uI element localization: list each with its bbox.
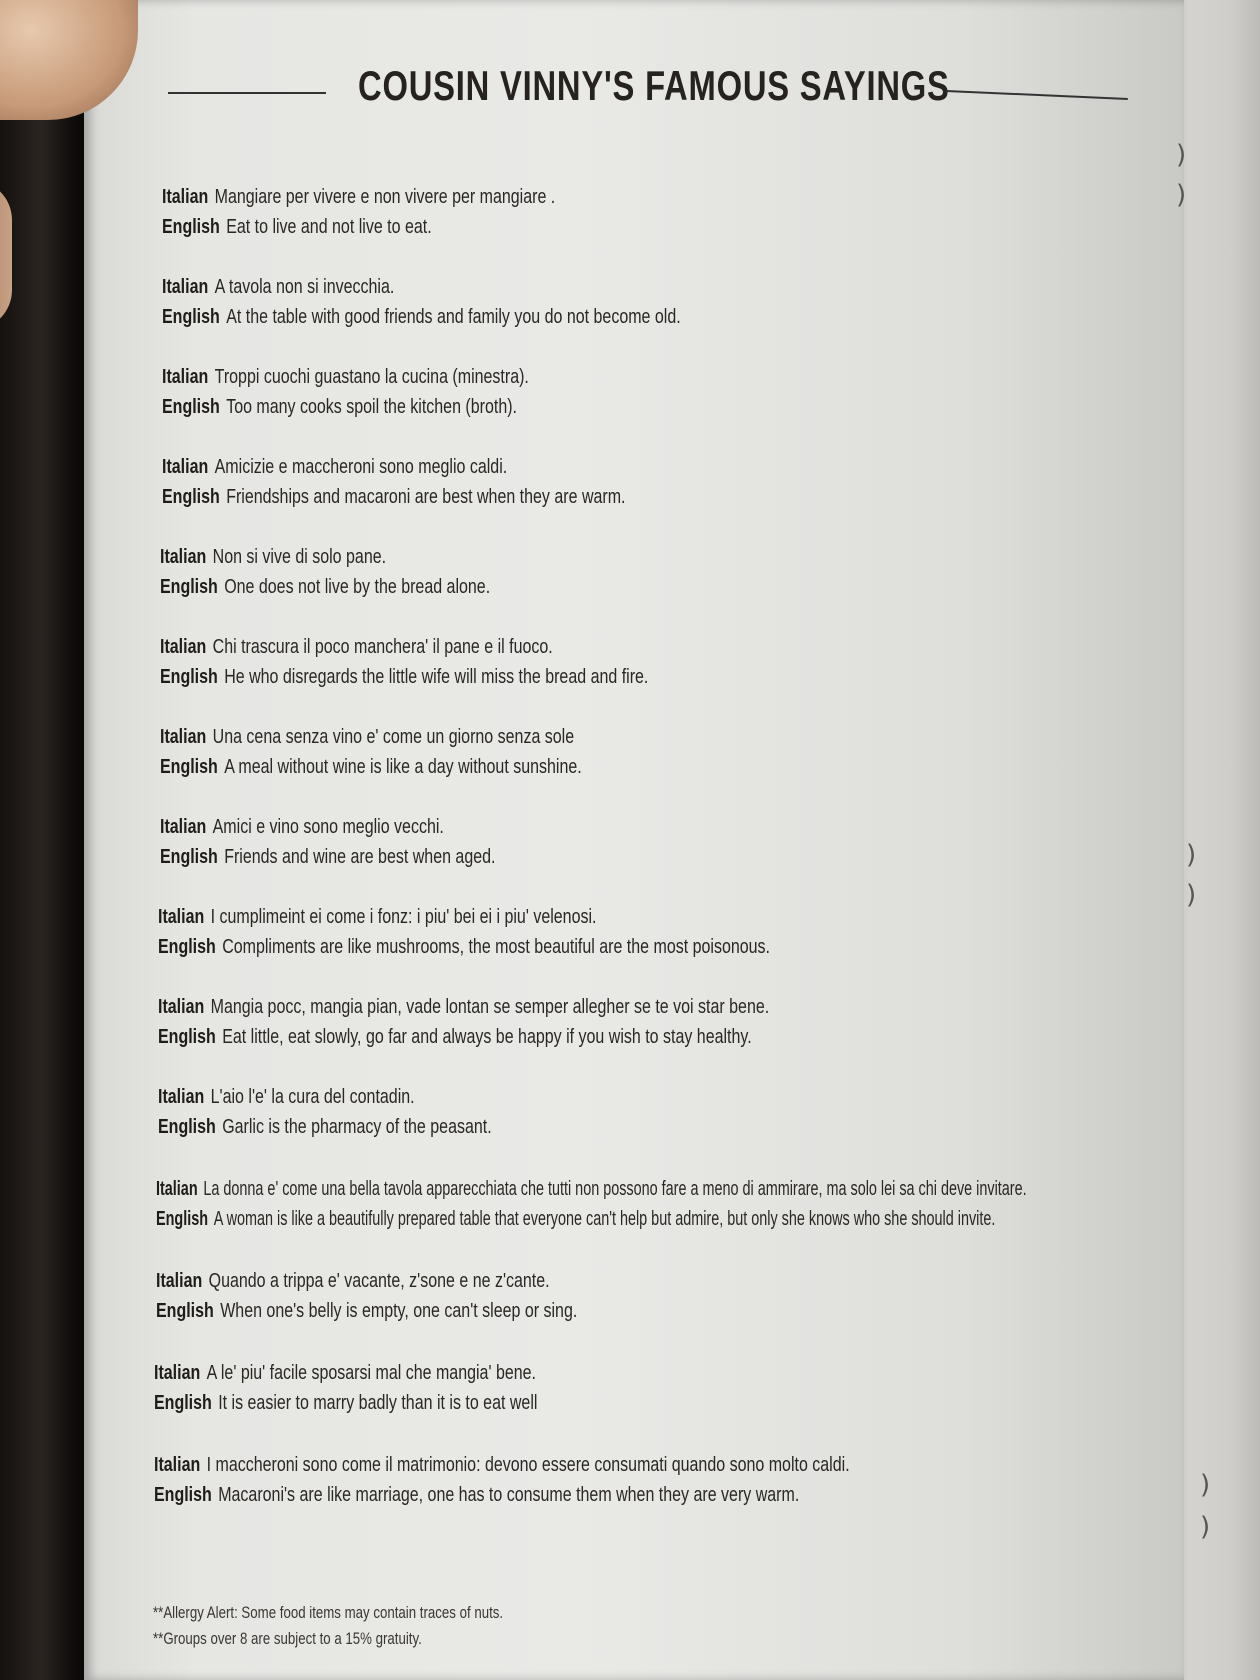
english-line xyxy=(158,932,942,962)
italian-label: Italian xyxy=(162,186,209,208)
binder-ring-icon: ) xyxy=(1200,1470,1211,1500)
english-line xyxy=(160,572,944,602)
english-line xyxy=(156,1204,996,1234)
english-text: Eat little, eat slowly, go far and always be happy if you wish to stay healthy. xyxy=(222,1026,752,1048)
footer-notes xyxy=(153,1600,602,1652)
english-text: Garlic is the pharmacy of the peasant. xyxy=(222,1116,492,1138)
english-label: English xyxy=(160,666,218,688)
italian-text: Mangia pocc, mangia pian, vade lontan se semper allegher se te voi star bene. xyxy=(210,996,770,1018)
italian-line xyxy=(162,182,946,212)
english-text: One does not live by the bread alone. xyxy=(224,576,491,598)
italian-line xyxy=(160,632,944,662)
menu-binder-edge xyxy=(0,0,92,1680)
english-label: English xyxy=(162,486,220,508)
english-text: Too many cooks spoil the kitchen (broth). xyxy=(226,396,517,418)
italian-text: A tavola non si invecchia. xyxy=(214,276,395,298)
binder-ring-icon: ) xyxy=(1186,880,1197,910)
italian-line xyxy=(162,452,946,482)
italian-label: Italian xyxy=(160,636,207,658)
english-line xyxy=(162,212,946,242)
saying-item xyxy=(158,1082,1138,1142)
english-label: English xyxy=(154,1484,212,1506)
italian-label: Italian xyxy=(154,1362,201,1384)
saying-item xyxy=(162,182,1142,242)
english-label: English xyxy=(158,1026,216,1048)
saying-item xyxy=(160,542,1140,602)
italian-line xyxy=(162,362,946,392)
saying-item xyxy=(162,362,1142,422)
binder-ring-icon: ) xyxy=(1200,1512,1211,1542)
italian-label: Italian xyxy=(154,1454,201,1476)
italian-label: Italian xyxy=(158,906,205,928)
italian-label: Italian xyxy=(162,276,209,298)
english-label: English xyxy=(156,1208,209,1230)
saying-item xyxy=(160,632,1140,692)
italian-line xyxy=(156,1266,940,1296)
italian-label: Italian xyxy=(156,1270,203,1292)
italian-line xyxy=(162,272,946,302)
saying-item xyxy=(158,902,1138,962)
english-line xyxy=(162,392,946,422)
italian-text: Amicizie e maccheroni sono meglio caldi. xyxy=(214,456,508,478)
english-label: English xyxy=(156,1300,214,1322)
italian-line xyxy=(160,722,944,752)
allergy-alert-note: **Allergy Alert: Some food items may contain traces of nuts. xyxy=(153,1603,504,1622)
italian-text: A le' piu' facile sposarsi mal che mangia' bene. xyxy=(206,1362,536,1384)
english-label: English xyxy=(162,306,220,328)
english-text: A woman is like a beautifully prepared table that everyone can't help but admire, but only she knows who she should invite. xyxy=(213,1208,996,1230)
italian-line xyxy=(154,1450,938,1480)
english-label: English xyxy=(158,936,216,958)
saying-item xyxy=(162,272,1142,332)
english-line xyxy=(154,1480,938,1510)
italian-line xyxy=(158,992,942,1022)
english-line xyxy=(154,1388,938,1418)
title-rule-left xyxy=(168,92,326,94)
italian-line xyxy=(160,542,944,572)
saying-item xyxy=(156,1266,1136,1326)
english-label: English xyxy=(158,1116,216,1138)
saying-item xyxy=(160,812,1140,872)
english-line xyxy=(156,1296,940,1326)
italian-label: Italian xyxy=(156,1178,198,1200)
english-line xyxy=(162,482,946,512)
saying-item xyxy=(154,1358,1134,1418)
saying-item xyxy=(160,722,1140,782)
english-text: Friendships and macaroni are best when they are warm. xyxy=(226,486,626,508)
english-label: English xyxy=(162,396,220,418)
title-row xyxy=(168,62,1118,122)
italian-text: I maccheroni sono come il matrimonio: devono essere consumati quando sono molto caldi. xyxy=(206,1454,850,1476)
english-text: He who disregards the little wife will miss the bread and fire. xyxy=(224,666,649,688)
italian-line xyxy=(156,1174,1027,1204)
page-title: COUSIN VINNY'S FAMOUS SAYINGS xyxy=(358,62,950,109)
binder-ring-icon: ) xyxy=(1176,180,1187,210)
italian-text: Una cena senza vino e' come un giorno senza sole xyxy=(212,726,575,748)
italian-text: Troppi cuochi guastano la cucina (minestra). xyxy=(214,366,529,388)
english-label: English xyxy=(160,756,218,778)
italian-label: Italian xyxy=(160,546,207,568)
english-label: English xyxy=(154,1392,212,1414)
english-line xyxy=(160,752,944,782)
italian-text: I cumplimeint ei come i fonz: i piu' bei ei i piu' velenosi. xyxy=(210,906,597,928)
italian-label: Italian xyxy=(160,726,207,748)
saying-item xyxy=(154,1450,1134,1510)
italian-text: Quando a trippa e' vacante, z'sone e ne z'cante. xyxy=(208,1270,550,1292)
italian-line xyxy=(154,1358,938,1388)
italian-text: La donna e' come una bella tavola apparecchiata che tutti non possono fare a meno di ammirare, ma solo lei sa chi deve invitare. xyxy=(203,1178,1027,1200)
english-text: Friends and wine are best when aged. xyxy=(224,846,496,868)
italian-text: L'aio l'e' la cura del contadin. xyxy=(210,1086,415,1108)
english-text: Macaroni's are like marriage, one has to consume them when they are very warm. xyxy=(218,1484,800,1506)
english-text: It is easier to marry badly than it is to eat well xyxy=(218,1392,538,1414)
english-text: A meal without wine is like a day without sunshine. xyxy=(224,756,582,778)
english-line xyxy=(158,1022,942,1052)
italian-line xyxy=(158,902,942,932)
italian-label: Italian xyxy=(162,456,209,478)
saying-item xyxy=(158,992,1138,1052)
english-line xyxy=(162,302,946,332)
english-text: Compliments are like mushrooms, the most beautiful are the most poisonous. xyxy=(222,936,770,958)
binder-ring-icon: ) xyxy=(1186,840,1197,870)
italian-label: Italian xyxy=(158,1086,205,1108)
title-rule-right xyxy=(946,90,1128,100)
italian-text: Non si vive di solo pane. xyxy=(212,546,387,568)
english-text: When one's belly is empty, one can't sleep or sing. xyxy=(220,1300,578,1322)
binder-ring-icon: ) xyxy=(1176,140,1187,170)
english-label: English xyxy=(162,216,220,238)
english-line xyxy=(160,662,944,692)
italian-line xyxy=(158,1082,942,1112)
english-label: English xyxy=(160,576,218,598)
italian-text: Chi trascura il poco manchera' il pane e il fuoco. xyxy=(212,636,553,658)
italian-text: Amici e vino sono meglio vecchi. xyxy=(212,816,444,838)
english-line xyxy=(158,1112,942,1142)
english-text: At the table with good friends and family you do not become old. xyxy=(226,306,681,328)
saying-item xyxy=(162,452,1142,512)
italian-label: Italian xyxy=(158,996,205,1018)
saying-item xyxy=(156,1174,1156,1234)
english-text: Eat to live and not live to eat. xyxy=(226,216,432,238)
english-label: English xyxy=(160,846,218,868)
italian-label: Italian xyxy=(162,366,209,388)
italian-text: Mangiare per vivere e non vivere per mangiare . xyxy=(214,186,556,208)
italian-line xyxy=(160,812,944,842)
english-line xyxy=(160,842,944,872)
gratuity-note: **Groups over 8 are subject to a 15% gratuity. xyxy=(153,1629,422,1648)
italian-label: Italian xyxy=(160,816,207,838)
